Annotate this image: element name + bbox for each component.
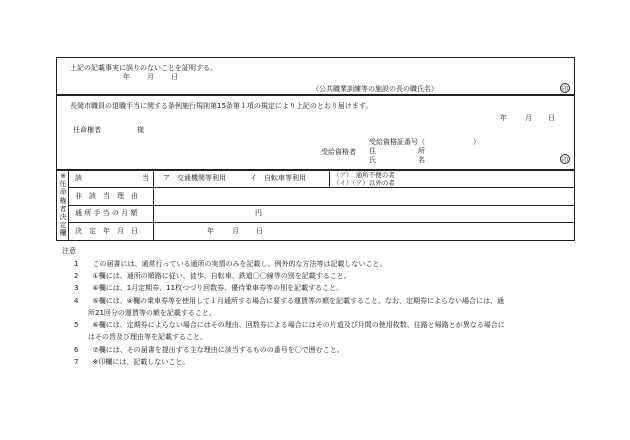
decision-row4-year: 年 (207, 227, 214, 235)
certification-text: 上記の記載事実に誤りのないことを証明する。 (70, 64, 217, 72)
note-item: はその旨及び理由等を記載すること。 (74, 333, 207, 341)
decision-row-divider-2 (68, 205, 575, 206)
note-item: 6 ⑦欄には、その届書を提出する主な理由に該当するものの番号を〇で囲むこと。 (74, 346, 344, 354)
note-item: 所21回分の運賃等の額を記載すること。 (74, 309, 216, 317)
application-date-month: 月 (525, 114, 532, 122)
decision-option-a: ア 交通機関等利用 (163, 174, 226, 182)
decision-row3-label: 通 所 手 当 の 月 額 (75, 209, 138, 217)
notes-heading: 注意 (62, 247, 76, 255)
application-date-day: 日 (548, 114, 555, 122)
certification-date-year: 年 (123, 73, 130, 81)
note-item: 2 ①欄には、通所の順路に従い、徒歩、自転車、鉄道〇〇線等の別を記載すること。 (74, 272, 351, 280)
decision-row-divider-1 (68, 187, 575, 188)
address-label-1: 住 (369, 147, 376, 155)
application-text: 長岡市職員の退職手当に関する条例施行規則第15条第１項の規定により上記のとおり届けます。 (70, 102, 373, 110)
decision-side-label: ※任命権者決定欄 (59, 172, 67, 238)
certification-official-name: （公共職業訓練等の施設の長の職氏名） (312, 85, 438, 93)
note-item: 1 この届書には、通常行っている通所の実情のみを記載し、例外的な方法等は記載しないこと。 (74, 260, 387, 268)
name-label-2: 名 (418, 156, 425, 164)
recipient-label: 受給資格者 (321, 148, 356, 156)
note-item: 4 ⑤欄には、④欄の乗車券等を使用して１月通所する場合に要する運賃等の額を記載すること。なお、定期券によらない場合には、通 (74, 297, 505, 305)
cert-number-close: ） (473, 138, 480, 146)
certification-date-month: 月 (147, 73, 154, 81)
decision-sub-a: （ア） 通所不便の者 (333, 171, 395, 179)
sub-option-divider (329, 170, 330, 187)
recipient-seal-icon: 印 (560, 154, 570, 164)
decision-row3-unit: 円 (255, 209, 262, 217)
decision-row4-label: 決 定 年 月 日 (75, 227, 138, 235)
address-label-2: 所 (418, 147, 425, 155)
appointer-suffix: 様 (137, 126, 144, 134)
decision-row-divider-3 (68, 222, 575, 223)
decision-row4-day: 日 (256, 227, 263, 235)
decision-option-i: イ 自転車等利用 (250, 174, 306, 182)
name-label-1: 氏 (369, 156, 376, 164)
appointer-label: 任命権者 (73, 126, 101, 134)
note-item: 3 ④欄には、1月定期券、11枚つづり回数券、優待乗車券等の別を記載すること。 (74, 284, 344, 292)
decision-row1-label-2: 当 (142, 174, 149, 182)
cert-number-label: 受給資格証番号（ (369, 138, 425, 146)
decision-row4-month: 月 (232, 227, 239, 235)
application-date-year: 年 (500, 114, 507, 122)
note-item: 5 ⑥欄には、定期券によらない場合にはその理由、回数券による場合にはその片道及び月間の使用枚数、往路と帰路とが異なる場合に (74, 321, 505, 329)
certification-date-day: 日 (171, 73, 178, 81)
decision-row1-label-1: 該 (75, 174, 82, 182)
note-item: 7 ※印欄には、記載しないこと。 (74, 358, 190, 366)
decision-row2-label: 非 該 当 理 由 (75, 192, 138, 200)
certification-seal-icon: 印 (560, 83, 570, 93)
decision-sub-i: （イ）（ア）以外の者 (333, 179, 395, 187)
